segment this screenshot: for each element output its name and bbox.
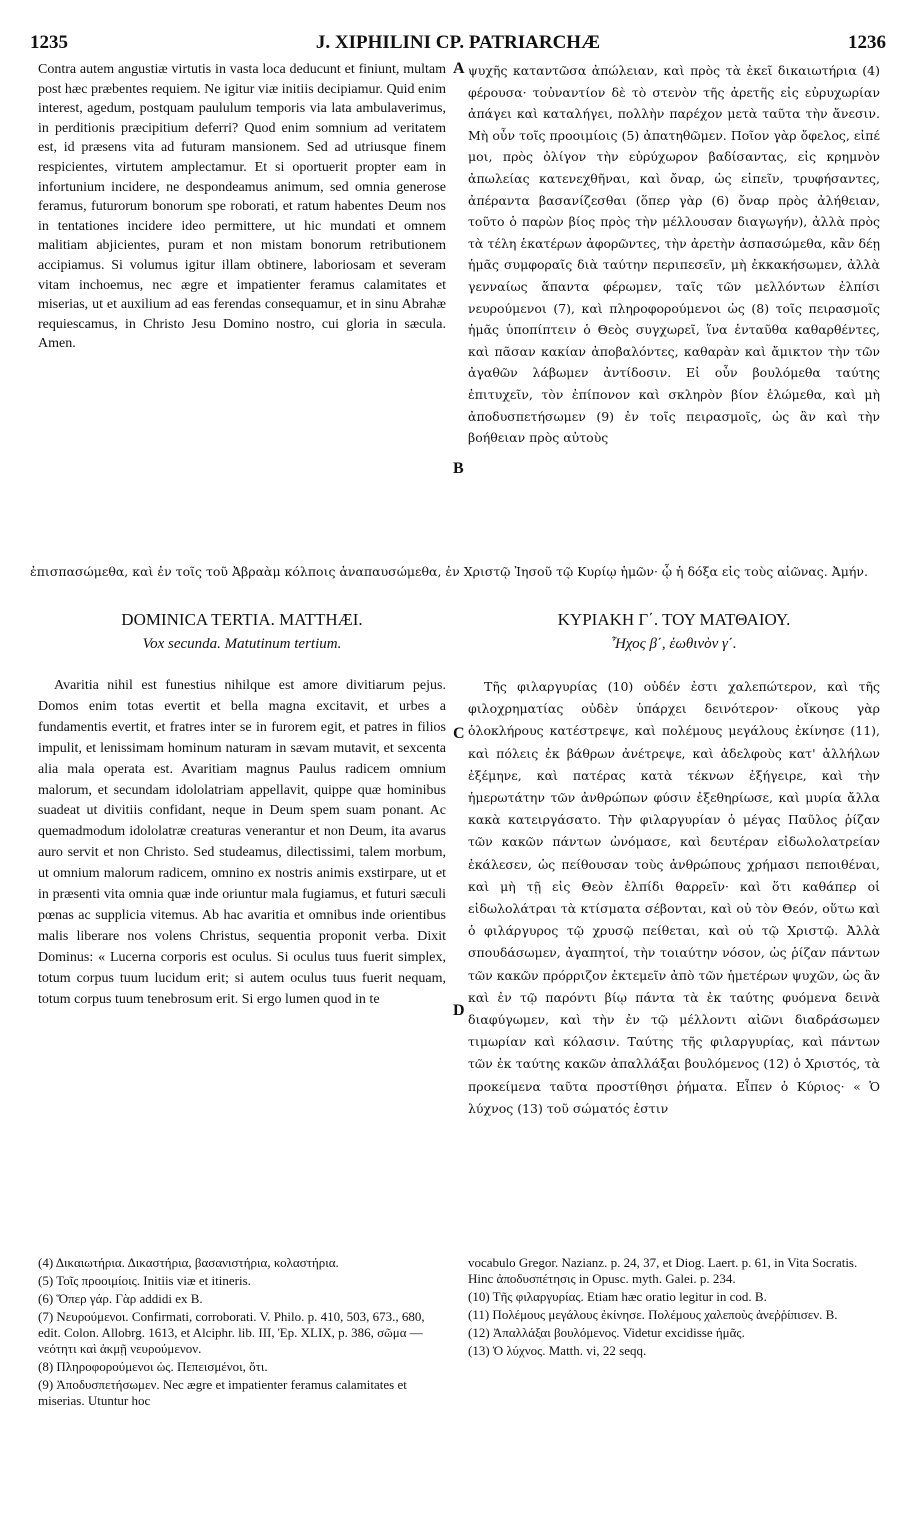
greek-continuation: ἐπισπασώμεθα, καὶ ἐν τοῖς τοῦ Ἀβραὰμ κόλποις ἀναπαυσώμεθα, ἐν Χριστῷ Ἰησοῦ τῷ Κυρίῳ ἡμῶν· ᾧ ἡ δόξα εἰς τοὺς αἰῶνας. Ἀμήν. <box>30 564 868 579</box>
footnote: (8) Πληροφορούμενοι ὡς. Πεπεισμένοι, ὅτι. <box>38 1359 268 1374</box>
latin-section-title: DOMINICA TERTIA. MATTHÆI. <box>121 610 363 629</box>
margin-marker-d: D <box>453 1002 465 1019</box>
footnote: (7) Νευρούμενοι. Confirmati, corroborati. V. Philo. p. 410, 503, 673., 680, edit. Colon. Allobrg. 1613, et Alciphr. lib. III, Ἐp. XLIX, p. 386, σῶμα — νεότητι καὶ ἀκμῇ νευρούμενον. <box>38 1309 425 1356</box>
footnote: (4) Δικαιωτήρια. Δικαστήρια, βασανιστήρια, κολαστήρια. <box>38 1255 339 1270</box>
footnote: (5) Τοῖς προοιμίοις. Initiis viæ et itineris. <box>38 1273 251 1288</box>
page-header <box>30 30 886 56</box>
footnote: (9) Ἀποδυσπετήσωμεν. Nec ægre et impatienter feramus calamitates et miserias. Utuntur hoc <box>38 1377 407 1408</box>
footnote: (10) Τῆς φιλαργυρίας. Etiam hæc oratio legitur in cod. B. <box>468 1289 767 1304</box>
page-number-right: 1236 <box>848 32 886 53</box>
footnote: (12) Ἀπαλλάξαι βουλόμενος. Videtur excidisse ἡμᾶς. <box>468 1325 745 1340</box>
footnotes-left <box>38 1255 446 1411</box>
latin-column-top <box>38 60 446 558</box>
greek-column-bottom <box>468 676 880 1236</box>
footnotes-right <box>468 1255 880 1361</box>
running-title: J. XIPHILINI CP. PATRIARCHÆ <box>315 32 601 53</box>
latin-column-bottom <box>38 676 446 1236</box>
page-number-left: 1235 <box>30 32 68 53</box>
greek-paragraph: ψυχῆς καταντῶσα ἀπώλειαν, καὶ πρὸς τὰ ἐκεῖ δικαιωτήρια (4) φέρουσα· τοὐναντίον δὲ τὸ στενὸν τῆς ἀρετῆς εἰς εὐρυχωρίαν ἀπάγει καὶ καταλήγει, πολλὴν παρέχον μετὰ ταῦτα τὴν ἄνεσιν. Μὴ οὖν τοῖς προοιμίοις (5) ἀπατηθῶμεν. Ποῖον γὰρ ὄφελος, εἰπέ μοι, πρὸς ὀλίγον τὴν εὐρύχωρον βαδίσαντας, εἰς κρημνὸν ἀπωλείας κατενεχθῆναι, καὶ ὄναρ, ὡς εἰπεῖν, τρυφήσαντες, ἀπέραντα βασανίζεσθαι (ὅπερ γὰρ (6) ὄναρ πρὸς ἀλήθειαν, τοῦτο ὁ παρὼν βίος πρὸς τὴν μέλλουσαν διαγωγήν), ἀλλὰ πρὸς τὰ τέλη ἑκατέρων ἀφορῶντες, τὴν ἀρετὴν ἀσπασώμεθα, κἂν δέῃ ἡμᾶς συμφοραῖς διὰ ταύτην περιπεσεῖν, μὴ ἐκκακήσωμεν, ἀλλὰ γενναίως ἅπαντα φέρωμεν, ταῖς τῶν μελλόντων ἐλπίσι νευρούμενοι (7), καὶ πληροφορούμενοι ὡς (8) τοῖς πειρασμοῖς ἡμᾶς ὑποπίπτειν ὁ Θεὸς συγχωρεῖ, ἵνα ἐνταῦθα καθαρθέντες, καὶ πᾶσαν κακίαν ἀποβαλόντες, καθαρὰν καὶ ἄμικτον τὴν τῶν ἀγαθῶν λάβωμεν ἀντίδοσιν. Εἰ οὖν βουλόμεθα ταύτης ἐπιτυχεῖν, τὸν ἐπίπονον καὶ σκληρὸν βίον ἑλώμεθα, καὶ μὴ ἀποδυσπετήσωμεν (9) ἐν τοῖς πειρασμοῖς, ὡς ἂν καὶ τὴν βοήθειαν πρὸς αὐτοὺς <box>468 63 880 446</box>
greek-section-subtitle: Ἦχος β΄, ἑωθινὸν γ΄. <box>611 636 737 652</box>
footnote: (6) Ὅπερ γάρ. Γὰρ addidi ex B. <box>38 1291 203 1306</box>
footnote: (11) Πολέμους μεγάλους ἐκίνησε. Πολέμους χαλεποὺς ἀνεῤῥίπισεν. B. <box>468 1307 838 1322</box>
margin-marker-b: B <box>453 460 464 477</box>
latin-section-subtitle: Vox secunda. Matutinum tertium. <box>142 636 342 652</box>
greek-section-title: ΚΥΡΙΑΚΗ Γ΄. ΤΟΥ ΜΑΤΘΑΙΟΥ. <box>557 610 791 629</box>
latin-paragraph: Avaritia nihil est funestius nihilque est amore divitiarum pejus. Domos enim totas evertit et bella magna excitavit, et urbes a fundamentis evertit, et fratres inter se in furorem egit, et patres in filios impulit, et lenissimam hominum naturam in sævam mutavit, et sexcenta alia mala operata est. Avaritiam magnus Paulus radicem omnium malorum, et secundam idololatriam appellavit, quippe quæ hominibus suadeat ut divitiis confidant, neque in Deum spem suam ponant. Ac quemadmodum idololatræ creaturas venerantur et non Deum, ita avarus auro servit et non Christo. Sed studeamus, dilectissimi, talem morbum, ut omnium malorum radicem, omnino ex nostris animis exstirpare, ut et in præsenti vita omnia quæ inde oriuntur mala fugiamus, et futuri sæculi pœnas ac supplicia vitemus. Ab hac avaritia et omnibus inde orientibus malis liberare nos volens Christus, sequentia proponit verba. Dixit Dominus: « Lucerna corporis est oculus. Si oculus tuus fuerit simplex, totum corpus tuum lucidum erit; si autem oculus tuus fuerit nequam, totum corpus tuum tenebrosum erit. Si ergo lumen quod in te <box>38 678 446 1007</box>
margin-marker-a: A <box>453 60 465 77</box>
greek-column-top <box>468 60 880 558</box>
footnote: (13) Ὁ λύχνος. Matth. vi, 22 seqq. <box>468 1343 647 1358</box>
margin-marker-c: C <box>453 725 465 742</box>
footnote: vocabulo Gregor. Nazianz. p. 24, 37, et Diog. Laert. p. 61, in Vita Socratis. Hinc ἀποδυσπέτησις in Opusc. myth. Galei. p. 234. <box>468 1255 858 1286</box>
greek-paragraph: Τῆς φιλαργυρίας (10) οὐδέν ἐστι χαλεπώτερον, καὶ τῆς φιλοχρηματίας οὐδὲν ὑπάρχει δεινότερον· οἴκους γὰρ ὁλοκλήρους κατέστρεψε, καὶ πολέμους μεγάλους ἐκίνησε (11), καὶ πόλεις ἐκ βάθρων ἀνέτρεψε, καὶ ἀδελφοὺς κατ' ἀλλήλων ἐξέμηνε, καὶ πατέρας κατὰ τέκνων ἐξήγειρε, καὶ τὴν ἡμερωτάτην τῶν ἀνθρώπων φύσιν ἐξεθηρίωσε, καὶ μυρία ἄλλα κακὰ κατειργάσατο. Τὴν φιλαργυρίαν ὁ μέγας Παῦλος ῥίζαν τῶν κακῶν πάντων ὠνόμασε, καὶ δευτέραν εἰδωλολατρείαν ἐκάλεσεν, ὡς πείθουσαν τοὺς ἀνθρώπους χρήμασι πεποιθέναι, καὶ μὴ τῇ εἰς Θεὸν ἐλπίδι θαρρεῖν· καὶ ὅτι καθάπερ οἱ εἰδωλολάτραι τὰ κτίσματα σέβονται, καὶ οὐ τὸν Θεόν, οὕτω καὶ ὁ φιλάργυρος τῷ χρυσῷ πείθεται, καὶ οὐ τῷ Χριστῷ. Ἀλλὰ σπουδάσωμεν, ἀγαπητοί, τὴν τοιαύτην νόσον, ὡς ῥίζαν πάντων τῶν κακῶν πρόρριζον ἐκτεμεῖν ἀπὸ τῶν ἡμετέρων ψυχῶν, ὡς ἂν καὶ ἐν τῷ παρόντι βίῳ πάντα τὰ ἐκ ταύτης φυόμενα δεινὰ διαφύγωμεν, καὶ τὴν ἐν τῷ μέλλοντι αἰῶνι διαδράσωμεν τιμωρίαν καὶ κόλασιν. Ταύτης τῆς φιλαργυρίας, καὶ πάντων τῶν ἐκ ταύτης κακῶν ἀπαλλάξαι βουλόμενος (12) ὁ Χριστός, τὰ προκείμενα ταῦτα προστίθησι ῥήματα. Εἶπεν ὁ Κύριος· « Ὁ λύχνος (13) τοῦ σώματός ἐστιν <box>468 679 880 1116</box>
latin-paragraph: Contra autem angustiæ virtutis in vasta loca deducunt et finiunt, multam post hæc præbentes requiem. Ne igitur viæ initiis decipiamur. Quid enim interest, agedum, postquam paululum temporis via lata ambulaverimus, in perditionis præcipitium deferri? Quod enim somnium ad veritatem est, id præsens vita ad futuram mansionem. Sed ad utriusque finem respicientes, virtutem amplectamur. Et si oportuerit propter eam in infortunium incidere, ne despondeamus animum, sed omnia generose feramus, futurorum bonorum spe roborati, et ratum habentes Deum nos in tentationes incidere ideo permittere, ut hic mundati et omnem malitiam abjicientes, puram et non mistam bonorum retributionem accipiamus. Si volumus igitur illam obtinere, laboriosam et severam vitam inchoemus, nec ægre et impatienter feramus calamitates et miserias, ut et auxilium ad eas ferendas consequamur, et in sinu Abrahæ requiescamus, in Christo Jesu Domino nostro, cui gloria in sæcula. Amen. <box>38 62 446 352</box>
